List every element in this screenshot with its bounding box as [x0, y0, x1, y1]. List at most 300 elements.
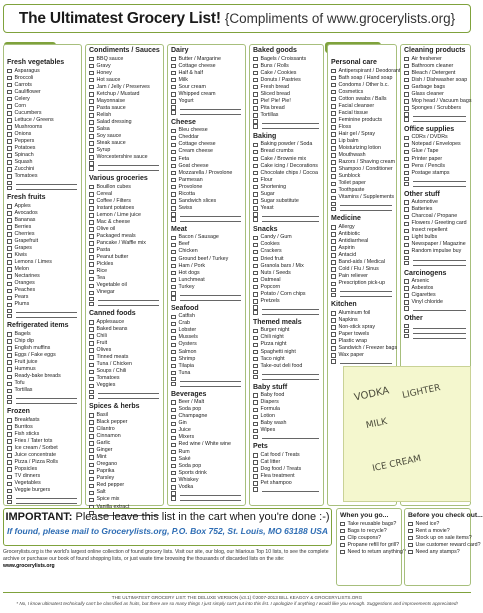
list-item[interactable]: [253, 112, 321, 119]
list-item[interactable]: [171, 463, 243, 470]
list-item[interactable]: [89, 198, 161, 205]
list-item[interactable]: [171, 91, 243, 98]
list-item[interactable]: [89, 489, 161, 496]
list-item[interactable]: [331, 75, 394, 82]
list-item[interactable]: [331, 317, 394, 324]
checkbox[interactable]: [253, 393, 258, 398]
list-item[interactable]: [331, 82, 394, 89]
checkbox[interactable]: [171, 185, 176, 190]
checkbox[interactable]: [89, 227, 94, 232]
blank-line[interactable]: [7, 185, 79, 190]
checkbox[interactable]: [253, 305, 258, 310]
checkbox[interactable]: [171, 71, 176, 76]
checkbox[interactable]: [89, 270, 94, 275]
list-item[interactable]: [7, 424, 79, 431]
list-item[interactable]: [253, 480, 321, 487]
checkbox[interactable]: [340, 536, 345, 541]
checkbox[interactable]: [89, 161, 94, 166]
write-in-line[interactable]: [262, 487, 320, 492]
checkbox[interactable]: [404, 243, 409, 248]
checkbox[interactable]: [253, 92, 258, 97]
list-item[interactable]: [253, 205, 321, 212]
checkbox[interactable]: [253, 460, 258, 465]
list-item[interactable]: [171, 441, 243, 448]
list-item[interactable]: [89, 212, 161, 219]
write-in-line[interactable]: [180, 110, 242, 115]
list-item[interactable]: [404, 91, 468, 98]
checkbox[interactable]: [404, 229, 409, 234]
list-item[interactable]: [7, 103, 79, 110]
checkbox[interactable]: [253, 481, 258, 486]
list-item[interactable]: [7, 224, 79, 231]
list-item[interactable]: [171, 427, 243, 434]
list-item[interactable]: [7, 117, 79, 124]
checkbox[interactable]: [89, 448, 94, 453]
checkbox[interactable]: [89, 199, 94, 204]
checkbox[interactable]: [331, 260, 336, 265]
checkbox[interactable]: [253, 250, 258, 255]
checkbox[interactable]: [171, 457, 176, 462]
list-item[interactable]: [331, 231, 394, 238]
checkbox[interactable]: [89, 334, 94, 339]
checkbox[interactable]: [331, 202, 336, 207]
checkbox[interactable]: [253, 64, 258, 69]
checkbox[interactable]: [331, 196, 336, 201]
list-item[interactable]: [404, 63, 468, 70]
list-item[interactable]: [404, 227, 468, 234]
list-item[interactable]: [331, 345, 398, 352]
checkbox[interactable]: [7, 460, 12, 465]
checkbox[interactable]: [171, 99, 176, 104]
checkbox[interactable]: [171, 322, 176, 327]
list-item[interactable]: [253, 141, 321, 148]
list-item[interactable]: [7, 338, 79, 345]
list-item[interactable]: [253, 91, 321, 98]
list-item[interactable]: [171, 406, 243, 413]
list-item[interactable]: [171, 413, 243, 420]
list-item[interactable]: [171, 399, 243, 406]
checkbox[interactable]: [408, 543, 413, 548]
list-item[interactable]: [89, 133, 161, 140]
list-item[interactable]: [89, 105, 161, 112]
list-item[interactable]: [331, 124, 394, 131]
list-item[interactable]: [171, 334, 243, 341]
checkbox[interactable]: [408, 550, 413, 555]
blank-line[interactable]: [331, 359, 394, 364]
checkbox[interactable]: [89, 413, 94, 418]
list-item[interactable]: [171, 320, 243, 327]
checkbox[interactable]: [253, 78, 258, 83]
checkbox[interactable]: [7, 211, 12, 216]
list-item[interactable]: [171, 341, 243, 348]
list-item[interactable]: [404, 299, 468, 306]
list-item[interactable]: [331, 194, 394, 201]
checkbox[interactable]: [404, 324, 409, 329]
list-item[interactable]: [89, 91, 161, 98]
list-item[interactable]: [331, 259, 394, 266]
list-item[interactable]: [89, 326, 161, 333]
checkbox[interactable]: [404, 99, 409, 104]
list-item[interactable]: [7, 417, 79, 424]
checkbox[interactable]: [7, 289, 12, 294]
write-in-line[interactable]: [180, 217, 242, 222]
checkbox[interactable]: [331, 282, 336, 287]
checkbox[interactable]: [7, 139, 12, 144]
checkbox[interactable]: [89, 341, 94, 346]
checkbox[interactable]: [331, 325, 336, 330]
list-item[interactable]: [7, 89, 79, 96]
checkbox[interactable]: [89, 206, 94, 211]
checkbox[interactable]: [7, 309, 12, 314]
checkbox[interactable]: [89, 155, 94, 160]
list-item[interactable]: [89, 368, 161, 375]
list-item[interactable]: [7, 373, 79, 380]
checkbox[interactable]: [171, 443, 176, 448]
list-item[interactable]: [89, 112, 161, 119]
checkbox[interactable]: [89, 327, 94, 332]
checkbox[interactable]: [331, 118, 336, 123]
checkbox[interactable]: [404, 171, 409, 176]
checkbox[interactable]: [89, 420, 94, 425]
list-item[interactable]: [340, 542, 398, 549]
checkbox[interactable]: [89, 262, 94, 267]
list-item[interactable]: [171, 256, 243, 263]
checkbox[interactable]: [171, 436, 176, 441]
checkbox[interactable]: [7, 453, 12, 458]
checkbox[interactable]: [7, 439, 12, 444]
checkbox[interactable]: [171, 371, 176, 376]
list-item[interactable]: [7, 487, 79, 494]
write-in-line[interactable]: [98, 301, 160, 306]
checkbox[interactable]: [171, 343, 176, 348]
list-item[interactable]: [404, 248, 468, 255]
blank-line[interactable]: [89, 166, 161, 171]
checkbox[interactable]: [7, 382, 12, 387]
list-item[interactable]: [171, 313, 243, 320]
checkbox[interactable]: [171, 110, 176, 115]
list-item[interactable]: [331, 324, 394, 331]
checkbox[interactable]: [171, 377, 176, 382]
checkbox[interactable]: [340, 529, 345, 534]
checkbox[interactable]: [253, 329, 258, 334]
list-item[interactable]: [331, 273, 394, 280]
list-item[interactable]: [404, 163, 468, 170]
list-item[interactable]: [89, 154, 161, 161]
blank-line[interactable]: [171, 496, 243, 501]
list-item[interactable]: [331, 159, 394, 166]
list-item[interactable]: [171, 484, 243, 491]
list-item[interactable]: [89, 375, 161, 382]
list-item[interactable]: [404, 285, 468, 292]
list-item[interactable]: [7, 266, 79, 273]
list-item[interactable]: [7, 452, 79, 459]
write-in-line[interactable]: [413, 117, 467, 122]
list-item[interactable]: [171, 177, 243, 184]
list-item[interactable]: [404, 141, 468, 148]
checkbox[interactable]: [89, 127, 94, 132]
checkbox[interactable]: [253, 408, 258, 413]
list-item[interactable]: [331, 352, 394, 359]
checkbox[interactable]: [7, 118, 12, 123]
list-item[interactable]: [7, 203, 79, 210]
write-in-line[interactable]: [262, 375, 320, 380]
checkbox[interactable]: [7, 153, 12, 158]
list-item[interactable]: [253, 406, 321, 413]
checkbox[interactable]: [404, 64, 409, 69]
checkbox[interactable]: [89, 384, 94, 389]
list-item[interactable]: [89, 191, 161, 198]
checkbox[interactable]: [7, 83, 12, 88]
write-in-line[interactable]: [180, 496, 242, 501]
blank-line[interactable]: [404, 306, 468, 311]
list-item[interactable]: [171, 434, 243, 441]
list-item[interactable]: [89, 333, 161, 340]
checkbox[interactable]: [7, 111, 12, 116]
checkbox[interactable]: [89, 106, 94, 111]
blank-line[interactable]: [404, 261, 468, 266]
checkbox[interactable]: [340, 522, 345, 527]
checkbox[interactable]: [7, 267, 12, 272]
list-item[interactable]: [89, 205, 161, 212]
list-item[interactable]: [171, 356, 243, 363]
blank-line[interactable]: [7, 313, 79, 318]
blank-line[interactable]: [404, 182, 468, 187]
checkbox[interactable]: [253, 85, 258, 90]
blank-line[interactable]: [171, 382, 243, 387]
checkbox[interactable]: [89, 71, 94, 76]
checkbox[interactable]: [171, 243, 176, 248]
checkbox[interactable]: [89, 85, 94, 90]
checkbox[interactable]: [171, 491, 176, 496]
checkbox[interactable]: [331, 153, 336, 158]
write-in-line[interactable]: [16, 399, 78, 404]
checkbox[interactable]: [7, 253, 12, 258]
checkbox[interactable]: [408, 522, 413, 527]
list-item[interactable]: [89, 219, 161, 226]
checkbox[interactable]: [253, 171, 258, 176]
checkbox[interactable]: [7, 167, 12, 172]
list-item[interactable]: [253, 334, 321, 341]
checkbox[interactable]: [7, 274, 12, 279]
checkbox[interactable]: [7, 400, 12, 405]
list-item[interactable]: [253, 270, 321, 277]
checkbox[interactable]: [171, 217, 176, 222]
checkbox[interactable]: [171, 450, 176, 455]
list-item[interactable]: [253, 234, 321, 241]
list-item[interactable]: [7, 359, 79, 366]
list-item[interactable]: [89, 447, 161, 454]
list-item[interactable]: [171, 349, 243, 356]
blank-line[interactable]: [331, 292, 394, 297]
blank-line[interactable]: [331, 206, 394, 211]
checkbox[interactable]: [253, 310, 258, 315]
checkbox[interactable]: [171, 199, 176, 204]
checkbox[interactable]: [331, 160, 336, 165]
list-item[interactable]: [89, 63, 161, 70]
list-item[interactable]: [89, 347, 161, 354]
checkbox[interactable]: [89, 134, 94, 139]
checkbox[interactable]: [331, 353, 336, 358]
checkbox[interactable]: [331, 69, 336, 74]
checkbox[interactable]: [253, 299, 258, 304]
list-item[interactable]: [253, 427, 321, 434]
checkbox[interactable]: [253, 199, 258, 204]
list-item[interactable]: [89, 496, 161, 503]
checkbox[interactable]: [7, 132, 12, 137]
list-item[interactable]: [89, 282, 161, 289]
checkbox[interactable]: [7, 69, 12, 74]
list-item[interactable]: [89, 268, 161, 275]
list-item[interactable]: [171, 248, 243, 255]
checkbox[interactable]: [89, 78, 94, 83]
list-item[interactable]: [253, 284, 321, 291]
list-item[interactable]: [331, 266, 394, 273]
list-item[interactable]: [331, 152, 394, 159]
list-item[interactable]: [89, 70, 161, 77]
checkbox[interactable]: [404, 143, 409, 148]
checkbox[interactable]: [340, 550, 345, 555]
list-item[interactable]: [331, 103, 394, 110]
list-item[interactable]: [171, 134, 243, 141]
checkbox[interactable]: [404, 164, 409, 169]
checkbox[interactable]: [404, 85, 409, 90]
checkbox[interactable]: [331, 189, 336, 194]
list-item[interactable]: [89, 275, 161, 282]
checkbox[interactable]: [89, 370, 94, 375]
list-item[interactable]: [7, 445, 79, 452]
list-item[interactable]: [253, 105, 321, 112]
write-in-line[interactable]: [98, 394, 160, 399]
list-item[interactable]: [404, 278, 468, 285]
list-item[interactable]: [89, 77, 161, 84]
checkbox[interactable]: [171, 164, 176, 169]
checkbox[interactable]: [7, 375, 12, 380]
checkbox[interactable]: [253, 192, 258, 197]
checkbox[interactable]: [7, 339, 12, 344]
checkbox[interactable]: [171, 285, 176, 290]
checkbox[interactable]: [404, 334, 409, 339]
list-item[interactable]: [89, 354, 161, 361]
checkbox[interactable]: [89, 491, 94, 496]
checkbox[interactable]: [171, 315, 176, 320]
list-item[interactable]: [7, 345, 79, 352]
list-item[interactable]: [89, 412, 161, 419]
list-item[interactable]: [171, 63, 243, 70]
write-in-line[interactable]: [340, 292, 393, 297]
checkbox[interactable]: [7, 239, 12, 244]
list-item[interactable]: [89, 289, 161, 296]
checkbox[interactable]: [253, 285, 258, 290]
checkbox[interactable]: [171, 485, 176, 490]
list-item[interactable]: [171, 56, 243, 63]
checkbox[interactable]: [331, 359, 336, 364]
checkbox[interactable]: [171, 422, 176, 427]
checkbox[interactable]: [171, 157, 176, 162]
checkbox[interactable]: [171, 136, 176, 141]
list-item[interactable]: [253, 327, 321, 334]
list-item[interactable]: [331, 187, 394, 194]
checkbox[interactable]: [331, 246, 336, 251]
checkbox[interactable]: [404, 112, 409, 117]
checkbox[interactable]: [7, 174, 12, 179]
checkbox[interactable]: [7, 446, 12, 451]
checkbox[interactable]: [253, 467, 258, 472]
list-item[interactable]: [89, 84, 161, 91]
list-item[interactable]: [171, 449, 243, 456]
list-item[interactable]: [404, 292, 468, 299]
list-item[interactable]: [7, 438, 79, 445]
write-in-line[interactable]: [180, 382, 242, 387]
list-item[interactable]: [331, 310, 394, 317]
list-item[interactable]: [7, 173, 79, 180]
checkbox[interactable]: [404, 215, 409, 220]
list-item[interactable]: [171, 263, 243, 270]
list-item[interactable]: [253, 399, 321, 406]
write-in-line[interactable]: [262, 310, 320, 315]
checkbox[interactable]: [7, 282, 12, 287]
checkbox[interactable]: [7, 204, 12, 209]
checkbox[interactable]: [253, 435, 258, 440]
list-item[interactable]: [7, 138, 79, 145]
checkbox[interactable]: [404, 71, 409, 76]
checkbox[interactable]: [89, 141, 94, 146]
list-item[interactable]: [253, 459, 321, 466]
list-item[interactable]: [171, 148, 243, 155]
list-item[interactable]: [89, 240, 161, 247]
checkbox[interactable]: [253, 164, 258, 169]
checkbox[interactable]: [340, 543, 345, 548]
checkbox[interactable]: [171, 336, 176, 341]
list-item[interactable]: [253, 466, 321, 473]
list-item[interactable]: [253, 248, 321, 255]
checkbox[interactable]: [89, 120, 94, 125]
list-item[interactable]: [89, 119, 161, 126]
checkbox[interactable]: [89, 57, 94, 62]
checkbox[interactable]: [404, 182, 409, 187]
write-in-line[interactable]: [98, 166, 160, 171]
list-item[interactable]: [340, 528, 398, 535]
list-item[interactable]: [331, 238, 394, 245]
list-item[interactable]: [7, 380, 79, 387]
list-item[interactable]: [171, 184, 243, 191]
checkbox[interactable]: [253, 264, 258, 269]
blank-line[interactable]: [253, 217, 321, 222]
checkbox[interactable]: [171, 464, 176, 469]
list-item[interactable]: [253, 452, 321, 459]
list-item[interactable]: [253, 84, 321, 91]
checkbox[interactable]: [7, 495, 12, 500]
blank-line[interactable]: [171, 110, 243, 115]
checkbox[interactable]: [7, 186, 12, 191]
checkbox[interactable]: [331, 76, 336, 81]
checkbox[interactable]: [253, 357, 258, 362]
checkbox[interactable]: [331, 97, 336, 102]
checkbox[interactable]: [404, 293, 409, 298]
checkbox[interactable]: [7, 475, 12, 480]
checkbox[interactable]: [331, 146, 336, 151]
checkbox[interactable]: [253, 119, 258, 124]
list-item[interactable]: [89, 382, 161, 389]
checkbox[interactable]: [7, 314, 12, 319]
list-item[interactable]: [171, 198, 243, 205]
list-item[interactable]: [171, 420, 243, 427]
write-in-line[interactable]: [16, 499, 78, 504]
list-item[interactable]: [89, 440, 161, 447]
checkbox[interactable]: [253, 487, 258, 492]
list-item[interactable]: [340, 548, 406, 556]
checkbox[interactable]: [404, 92, 409, 97]
blank-line[interactable]: [253, 434, 321, 439]
